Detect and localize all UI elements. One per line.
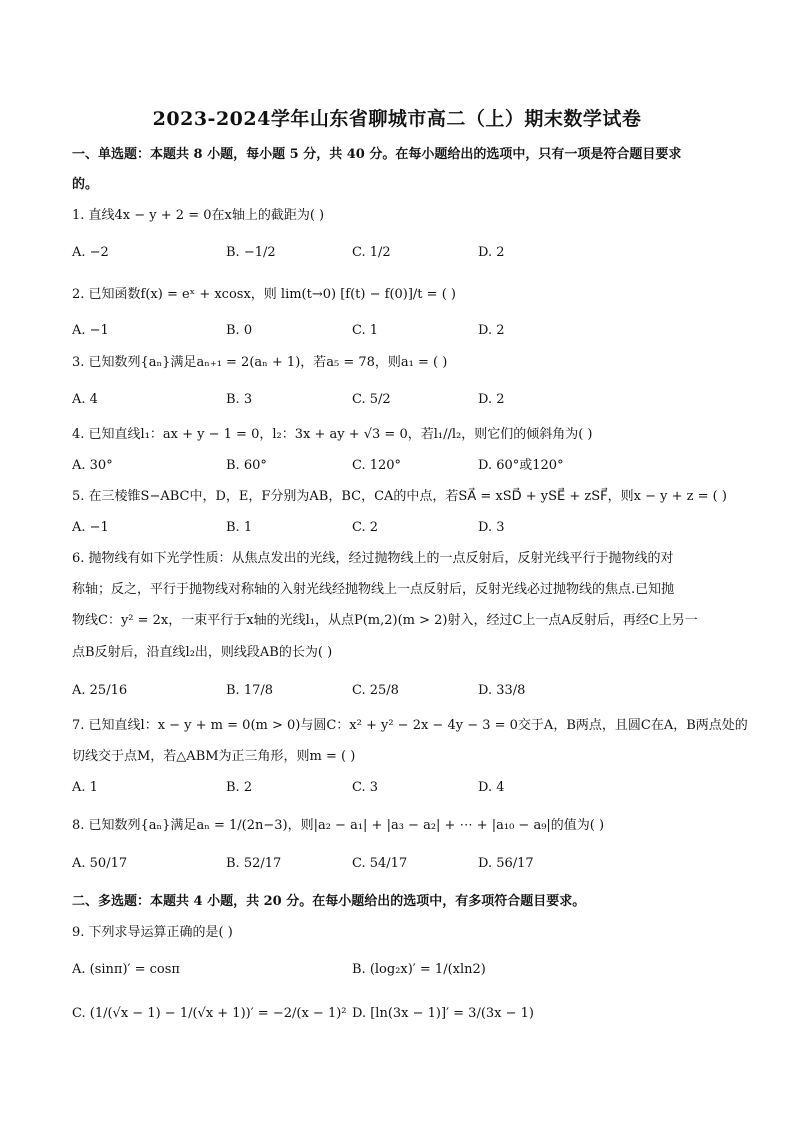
question-7-stem-line-2: 切线交于点M，若△ABM为正三角形，则m = ( ) bbox=[72, 749, 356, 764]
question-5-option-a: A. −1 bbox=[72, 520, 109, 535]
question-5-option-c: C. 2 bbox=[352, 520, 379, 535]
question-2-option-a: A. −1 bbox=[72, 323, 109, 338]
question-7-stem-line-1: 7. 已知直线l：x − y + m = 0(m > 0)与圆C：x² + y² − 2x − 4y − 3 = 0交于A，B两点，且圆C在A，B两点处的 bbox=[72, 718, 748, 733]
question-4-option-a: A. 30° bbox=[72, 458, 113, 473]
question-6-stem-line-1: 6. 抛物线有如下光学性质：从焦点发出的光线，经过抛物线上的一点反射后，反射光线平行于抛物线的对 bbox=[72, 551, 674, 566]
question-1-option-d: D. 2 bbox=[478, 245, 505, 260]
question-7-option-d: D. 4 bbox=[478, 780, 505, 795]
question-7-option-c: C. 3 bbox=[352, 780, 379, 795]
question-6-option-d: D. 33/8 bbox=[478, 683, 526, 698]
question-2-option-b: B. 0 bbox=[226, 323, 253, 338]
question-5-option-d: D. 3 bbox=[478, 520, 505, 535]
question-7-option-b: B. 2 bbox=[226, 780, 253, 795]
question-5-stem: 5. 在三棱锥S−ABC中，D，E，F分别为AB，BC，CA的中点，若SA⃗ = xSD⃗ + ySE⃗ + zSF⃗，则x − y + z = ( ) bbox=[72, 489, 727, 504]
question-3-option-a: A. 4 bbox=[72, 392, 98, 407]
question-2-stem: 2. 已知函数f(x) = eˣ + xcosx，则 lim(t→0) [f(t) − f(0)]/t = ( ) bbox=[72, 287, 456, 302]
page-title: 2023-2024学年山东省聊城市高二（上）期末数学试卷 bbox=[152, 108, 642, 130]
question-4-option-c: C. 120° bbox=[352, 458, 402, 473]
question-9-option-b: B. (log₂x)′ = 1/(xln2) bbox=[352, 962, 486, 977]
question-2-option-d: D. 2 bbox=[478, 323, 505, 338]
question-8-option-d: D. 56/17 bbox=[478, 856, 534, 871]
question-3-option-c: C. 5/2 bbox=[352, 392, 391, 407]
question-9-option-c: C. (1/(√x − 1) − 1/(√x + 1))′ = −2/(x − 1)² bbox=[72, 1006, 347, 1021]
question-6-option-c: C. 25/8 bbox=[352, 683, 399, 698]
section-1-heading: 一、单选题：本题共 8 小题，每小题 5 分，共 40 分。在每小题给出的选项中，只有一项是符合题目要求 bbox=[72, 147, 682, 162]
question-6-stem-line-2: 称轴；反之，平行于抛物线对称轴的入射光线经抛物线上一点反射后，反射光线必过抛物线的焦点.已知抛 bbox=[72, 582, 675, 597]
question-9-option-d: D. [ln(3x − 1)]′ = 3/(3x − 1) bbox=[352, 1006, 535, 1021]
question-1-option-a: A. −2 bbox=[72, 245, 109, 260]
question-3-option-d: D. 2 bbox=[478, 392, 505, 407]
question-9-stem: 9. 下列求导运算正确的是( ) bbox=[72, 925, 233, 940]
question-1-option-b: B. −1/2 bbox=[226, 245, 276, 260]
question-8-stem: 8. 已知数列{aₙ}满足aₙ = 1/(2n−3)，则|a₂ − a₁| + |a₃ − a₂| + ⋯ + |a₁₀ − a₉|的值为( ) bbox=[72, 818, 605, 833]
question-1-option-c: C. 1/2 bbox=[352, 245, 391, 260]
question-4-option-d: D. 60°或120° bbox=[478, 458, 564, 473]
question-2-option-c: C. 1 bbox=[352, 323, 379, 338]
question-6-stem-line-3: 物线C：y² = 2x，一束平行于x轴的光线l₁，从点P(m,2)(m > 2)射入，经过C上一点A反射后，再经C上另一 bbox=[72, 613, 698, 628]
section-2-heading: 二、多选题：本题共 4 小题，共 20 分。在每小题给出的选项中，有多项符合题目要求。 bbox=[72, 894, 586, 909]
section-1-heading-cont: 的。 bbox=[72, 177, 99, 192]
question-6-option-b: B. 17/8 bbox=[226, 683, 274, 698]
question-4-stem: 4. 已知直线l₁：ax + y − 1 = 0，l₂：3x + ay + √3 = 0，若l₁//l₂，则它们的倾斜角为( ) bbox=[72, 427, 593, 442]
question-7-option-a: A. 1 bbox=[72, 780, 98, 795]
question-8-option-b: B. 52/17 bbox=[226, 856, 282, 871]
question-6-option-a: A. 25/16 bbox=[72, 683, 128, 698]
question-1-stem: 1. 直线4x − y + 2 = 0在x轴上的截距为( ) bbox=[72, 208, 325, 223]
question-5-option-b: B. 1 bbox=[226, 520, 253, 535]
question-8-option-a: A. 50/17 bbox=[72, 856, 128, 871]
question-8-option-c: C. 54/17 bbox=[352, 856, 408, 871]
question-3-stem: 3. 已知数列{aₙ}满足aₙ₊₁ = 2(aₙ + 1)，若a₅ = 78，则a₁ = ( ) bbox=[72, 355, 448, 370]
question-6-stem-line-4: 点B反射后，沿直线l₂出，则线段AB的长为( ) bbox=[72, 645, 333, 660]
question-3-option-b: B. 3 bbox=[226, 392, 253, 407]
question-4-option-b: B. 60° bbox=[226, 458, 267, 473]
question-9-option-a: A. (sinπ)′ = cosπ bbox=[72, 962, 180, 977]
